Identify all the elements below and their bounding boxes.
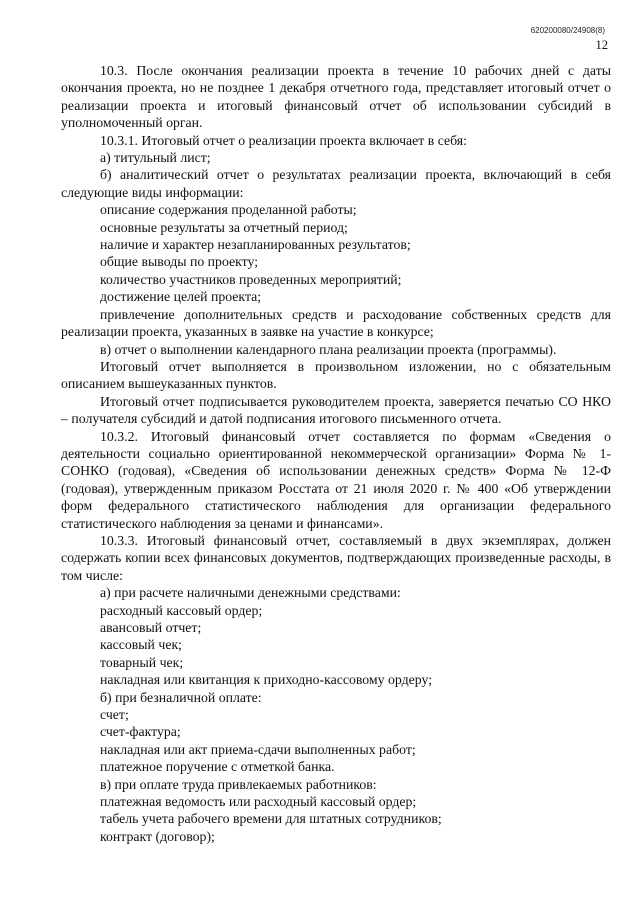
paragraph: привлечение дополнительных средств и расходование собственных средств для реализации проекта, указанных в заявке на участие в конкурсе; bbox=[61, 306, 611, 340]
list-item: основные результаты за отчетный период; bbox=[100, 219, 348, 235]
list-item: контракт (договор); bbox=[100, 828, 215, 844]
list-item: б) при безналичной оплате: bbox=[100, 689, 262, 705]
list-item: количество участников проведенных мероприятий; bbox=[100, 271, 402, 287]
list-item: авансовый отчет; bbox=[100, 620, 202, 635]
paragraph: в) отчет о выполнении календарного плана реализации проекта (программы). bbox=[100, 341, 557, 357]
list-item: в) при оплате труда привлекаемых работников: bbox=[100, 776, 377, 792]
page-number: 12 bbox=[595, 38, 608, 52]
list-item: счет-фактура; bbox=[100, 724, 181, 740]
list-item: общие выводы по проекту; bbox=[100, 254, 259, 270]
list-item: платежное поручение с отметкой банка. bbox=[100, 759, 335, 775]
paragraph: 10.3. После окончания реализации проекта в течение 10 рабочих дней с даты окончания проекта, но не позднее 1 декабря отчетного года, представляет итоговый отчет о реализации проекта и итоговый финансовый отчет об использовании субсидий в уполномоченный орган. bbox=[61, 63, 611, 131]
list-item: накладная или акт приема-сдачи выполненных работ; bbox=[100, 741, 416, 757]
list-item: достижение целей проекта; bbox=[100, 289, 262, 305]
list-item: товарный чек; bbox=[100, 654, 184, 670]
document-body bbox=[61, 62, 611, 845]
list-item: расходный кассовый ордер; bbox=[100, 602, 263, 618]
list-item: наличие и характер незапланированных результатов; bbox=[100, 237, 411, 253]
paragraph: 10.3.3. Итоговый финансовый отчет, составляемый в двух экземплярах, должен содержать копии всех финансовых документов, подтверждающих произведенные расходы, в том числе: bbox=[61, 532, 611, 583]
paragraph: Итоговый отчет подписывается руководителем проекта, заверяется печатью СО НКО – получателя субсидий и датой подписания итогового письменного отчета. bbox=[61, 393, 611, 427]
list-item: а) титульный лист; bbox=[100, 150, 211, 166]
list-item: накладная или квитанция к приходно-кассовому ордеру; bbox=[100, 672, 433, 688]
document-number: 620200080/24908(8) bbox=[530, 26, 605, 35]
list-item: платежная ведомость или расходный кассовый ордер; bbox=[100, 794, 417, 810]
paragraph: Итоговый отчет выполняется в произвольном изложении, но с обязательным описанием вышеуказанных пунктов. bbox=[61, 358, 611, 392]
paragraph: 10.3.1. Итоговый отчет о реализации проекта включает в себя: bbox=[100, 132, 467, 148]
paragraph: 10.3.2. Итоговый финансовый отчет составляется по формам «Сведения о деятельности социально ориентированной некоммерческой организации» Форма № 1-СОНКО (годовая), «Сведения об использовании денежных средств» Форма № 12-Ф (годовая), утвержденным приказом Росстата от 21 июля 2020 г. № 400 «Об утверждении форм федерального статистического наблюдения для организации федерального статистического наблюдения за ценами и финансами». bbox=[61, 428, 611, 531]
list-item: табель учета рабочего времени для штатных сотрудников; bbox=[100, 811, 442, 827]
list-item: описание содержания проделанной работы; bbox=[100, 202, 357, 218]
list-item: счет; bbox=[100, 707, 129, 723]
list-item: кассовый чек; bbox=[100, 637, 182, 653]
list-item: а) при расчете наличными денежными средствами: bbox=[100, 585, 401, 601]
paragraph: б) аналитический отчет о результатах реализации проекта, включающий в себя следующие виды информации: bbox=[61, 167, 611, 200]
